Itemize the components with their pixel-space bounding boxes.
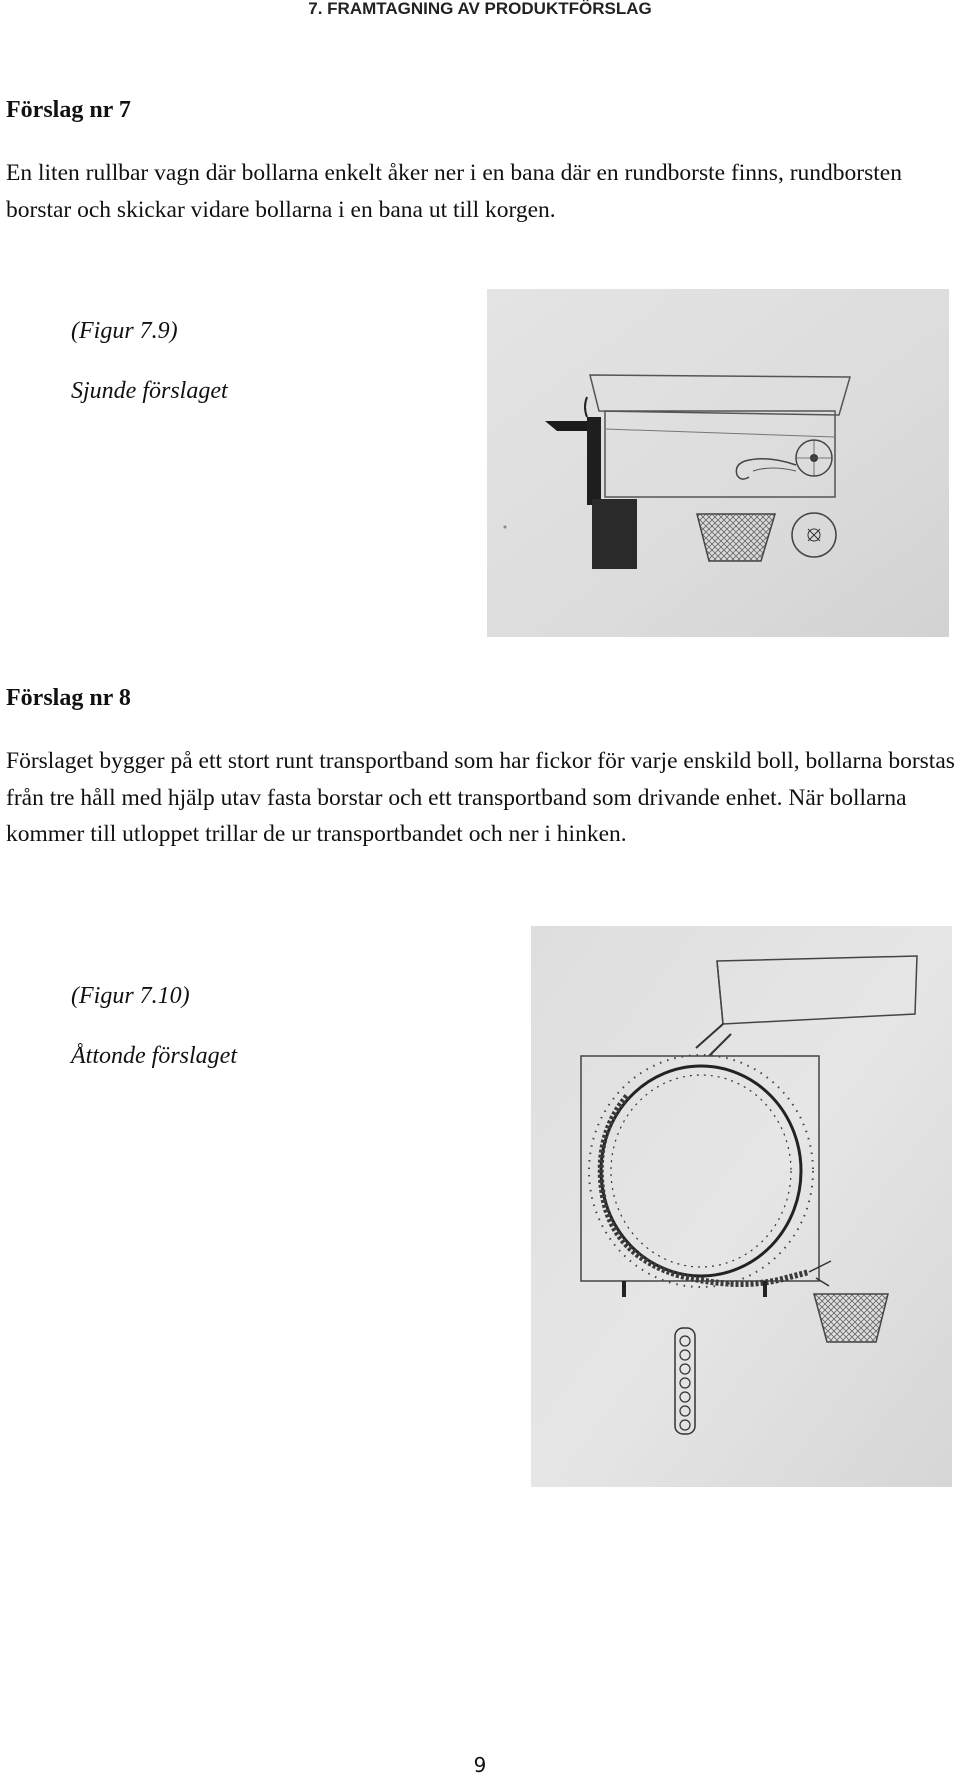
chapter-header: 7. FRAMTAGNING AV PRODUKTFÖRSLAG [308,0,652,18]
figure-7-9-reference: (Figur 7.9) [71,318,178,344]
figure-7-9-sketch-photo [487,289,949,637]
section-7-heading: Förslag nr 7 [6,97,131,123]
figure-7-9-caption: Sjunde förslaget [71,378,228,404]
figure-7-10-caption: Åttonde förslaget [71,1043,237,1069]
section-8-heading: Förslag nr 8 [6,685,131,711]
section-7-body: En liten rullbar vagn där bollarna enkelt åker ner i en bana där en rundborste finns, rundborsten borstar och skickar vidare bollarna i en bana ut till korgen. [6,160,902,223]
section-8-body: Förslaget bygger på ett stort runt transportband som har fickor för varje enskild boll, bollarna borstas från tre håll med hjälp utav fasta borstar och ett transportband som drivande enhet. När bollarna kommer till utloppet trillar de ur transportbandet och ner i hinken. [6,748,955,847]
page-number: 9 [473,1753,487,1777]
figure-7-10-reference: (Figur 7.10) [71,983,190,1009]
figure-7-10-sketch-photo [531,926,952,1487]
